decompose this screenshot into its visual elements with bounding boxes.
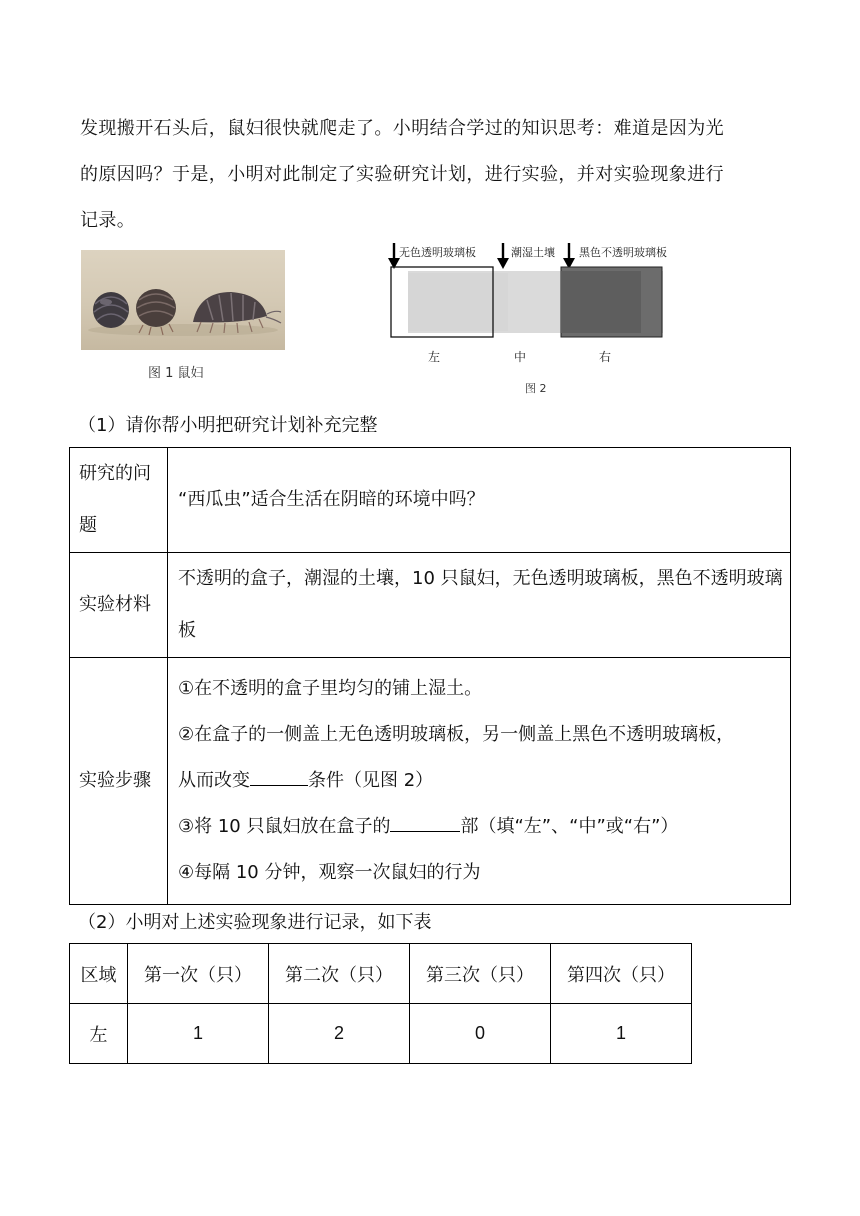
step-4: ④每隔 10 分钟，观察一次鼠妇的行为 [178, 862, 481, 883]
header-third: 第三次（只） [410, 944, 551, 1004]
table-row [70, 553, 791, 658]
research-question-value: “西瓜虫”适合生活在阴暗的环境中吗？ [168, 448, 791, 553]
count-cell: 1 [128, 1004, 269, 1064]
intro-line: 的原因吗？于是，小明对此制定了实验研究计划，进行实验，并对实验现象进行 [80, 164, 724, 185]
intro-line: 记录。 [80, 210, 136, 231]
position-left-label: 左 [428, 350, 441, 364]
table-row [70, 658, 791, 905]
answer-blank-position[interactable] [390, 813, 460, 832]
answer-blank-condition[interactable] [250, 767, 308, 786]
step-2-text-end: 条件（见图 2） [308, 770, 434, 791]
steps-cell [168, 658, 791, 905]
step-2-text: 从而改变 [178, 770, 250, 791]
step-1: ①在不透明的盒子里均匀的铺上湿土。 [178, 678, 483, 699]
position-right-label: 右 [599, 350, 612, 364]
header-first: 第一次（只） [128, 944, 269, 1004]
header-fourth: 第四次（只） [551, 944, 692, 1004]
experiment-box-diagram [388, 265, 664, 340]
clear-board-label: 无色透明玻璃板 [399, 246, 476, 259]
step-3-text: ③将 10 只鼠妇放在盒子的 [178, 816, 391, 837]
header-second: 第二次（只） [269, 944, 410, 1004]
count-cell: 1 [551, 1004, 692, 1064]
dark-board-label: 黑色不透明玻璃板 [579, 246, 667, 259]
question2-heading: （2）小明对上述实验现象进行记录，如下表 [78, 912, 432, 933]
count-cell: 2 [269, 1004, 410, 1064]
figure1-caption: 图 1 鼠妇 [148, 366, 204, 381]
figure2-caption: 图 2 [525, 382, 547, 395]
intro-line: 发现搬开石头后，鼠妇很快就爬走了。小明结合学过的知识思考：难道是因为光 [80, 118, 724, 139]
header-region: 区域 [70, 944, 128, 1004]
count-cell: 0 [410, 1004, 551, 1064]
position-middle-label: 中 [514, 350, 527, 364]
observation-record-table [69, 943, 692, 1064]
table-row [70, 448, 791, 553]
table-row [70, 1004, 692, 1064]
materials-value: 不透明的盒子，潮湿的土壤，10 只鼠妇，无色透明玻璃板，黑色不透明玻璃板 [168, 553, 791, 658]
table-header-row [70, 944, 692, 1004]
research-plan-table [69, 447, 791, 905]
step-2-continued [178, 758, 790, 804]
step-3-text-end: 部（填“左”、“中”或“右”） [460, 816, 679, 837]
pill-bug-illustration [81, 250, 285, 350]
intro-paragraph [80, 106, 780, 244]
pill-bug-photo [81, 250, 285, 350]
step-2: ②在盒子的一侧盖上无色透明玻璃板，另一侧盖上黑色不透明玻璃板， [178, 724, 735, 745]
row-label-steps: 实验步骤 [70, 658, 168, 905]
soil-label: 潮湿土壤 [511, 246, 555, 259]
row-label-question: 研究的问题 [70, 448, 168, 553]
region-cell: 左 [70, 1004, 128, 1064]
row-label-materials: 实验材料 [70, 553, 168, 658]
step-3 [178, 804, 790, 850]
question1-heading: （1）请你帮小明把研究计划补充完整 [78, 415, 378, 436]
